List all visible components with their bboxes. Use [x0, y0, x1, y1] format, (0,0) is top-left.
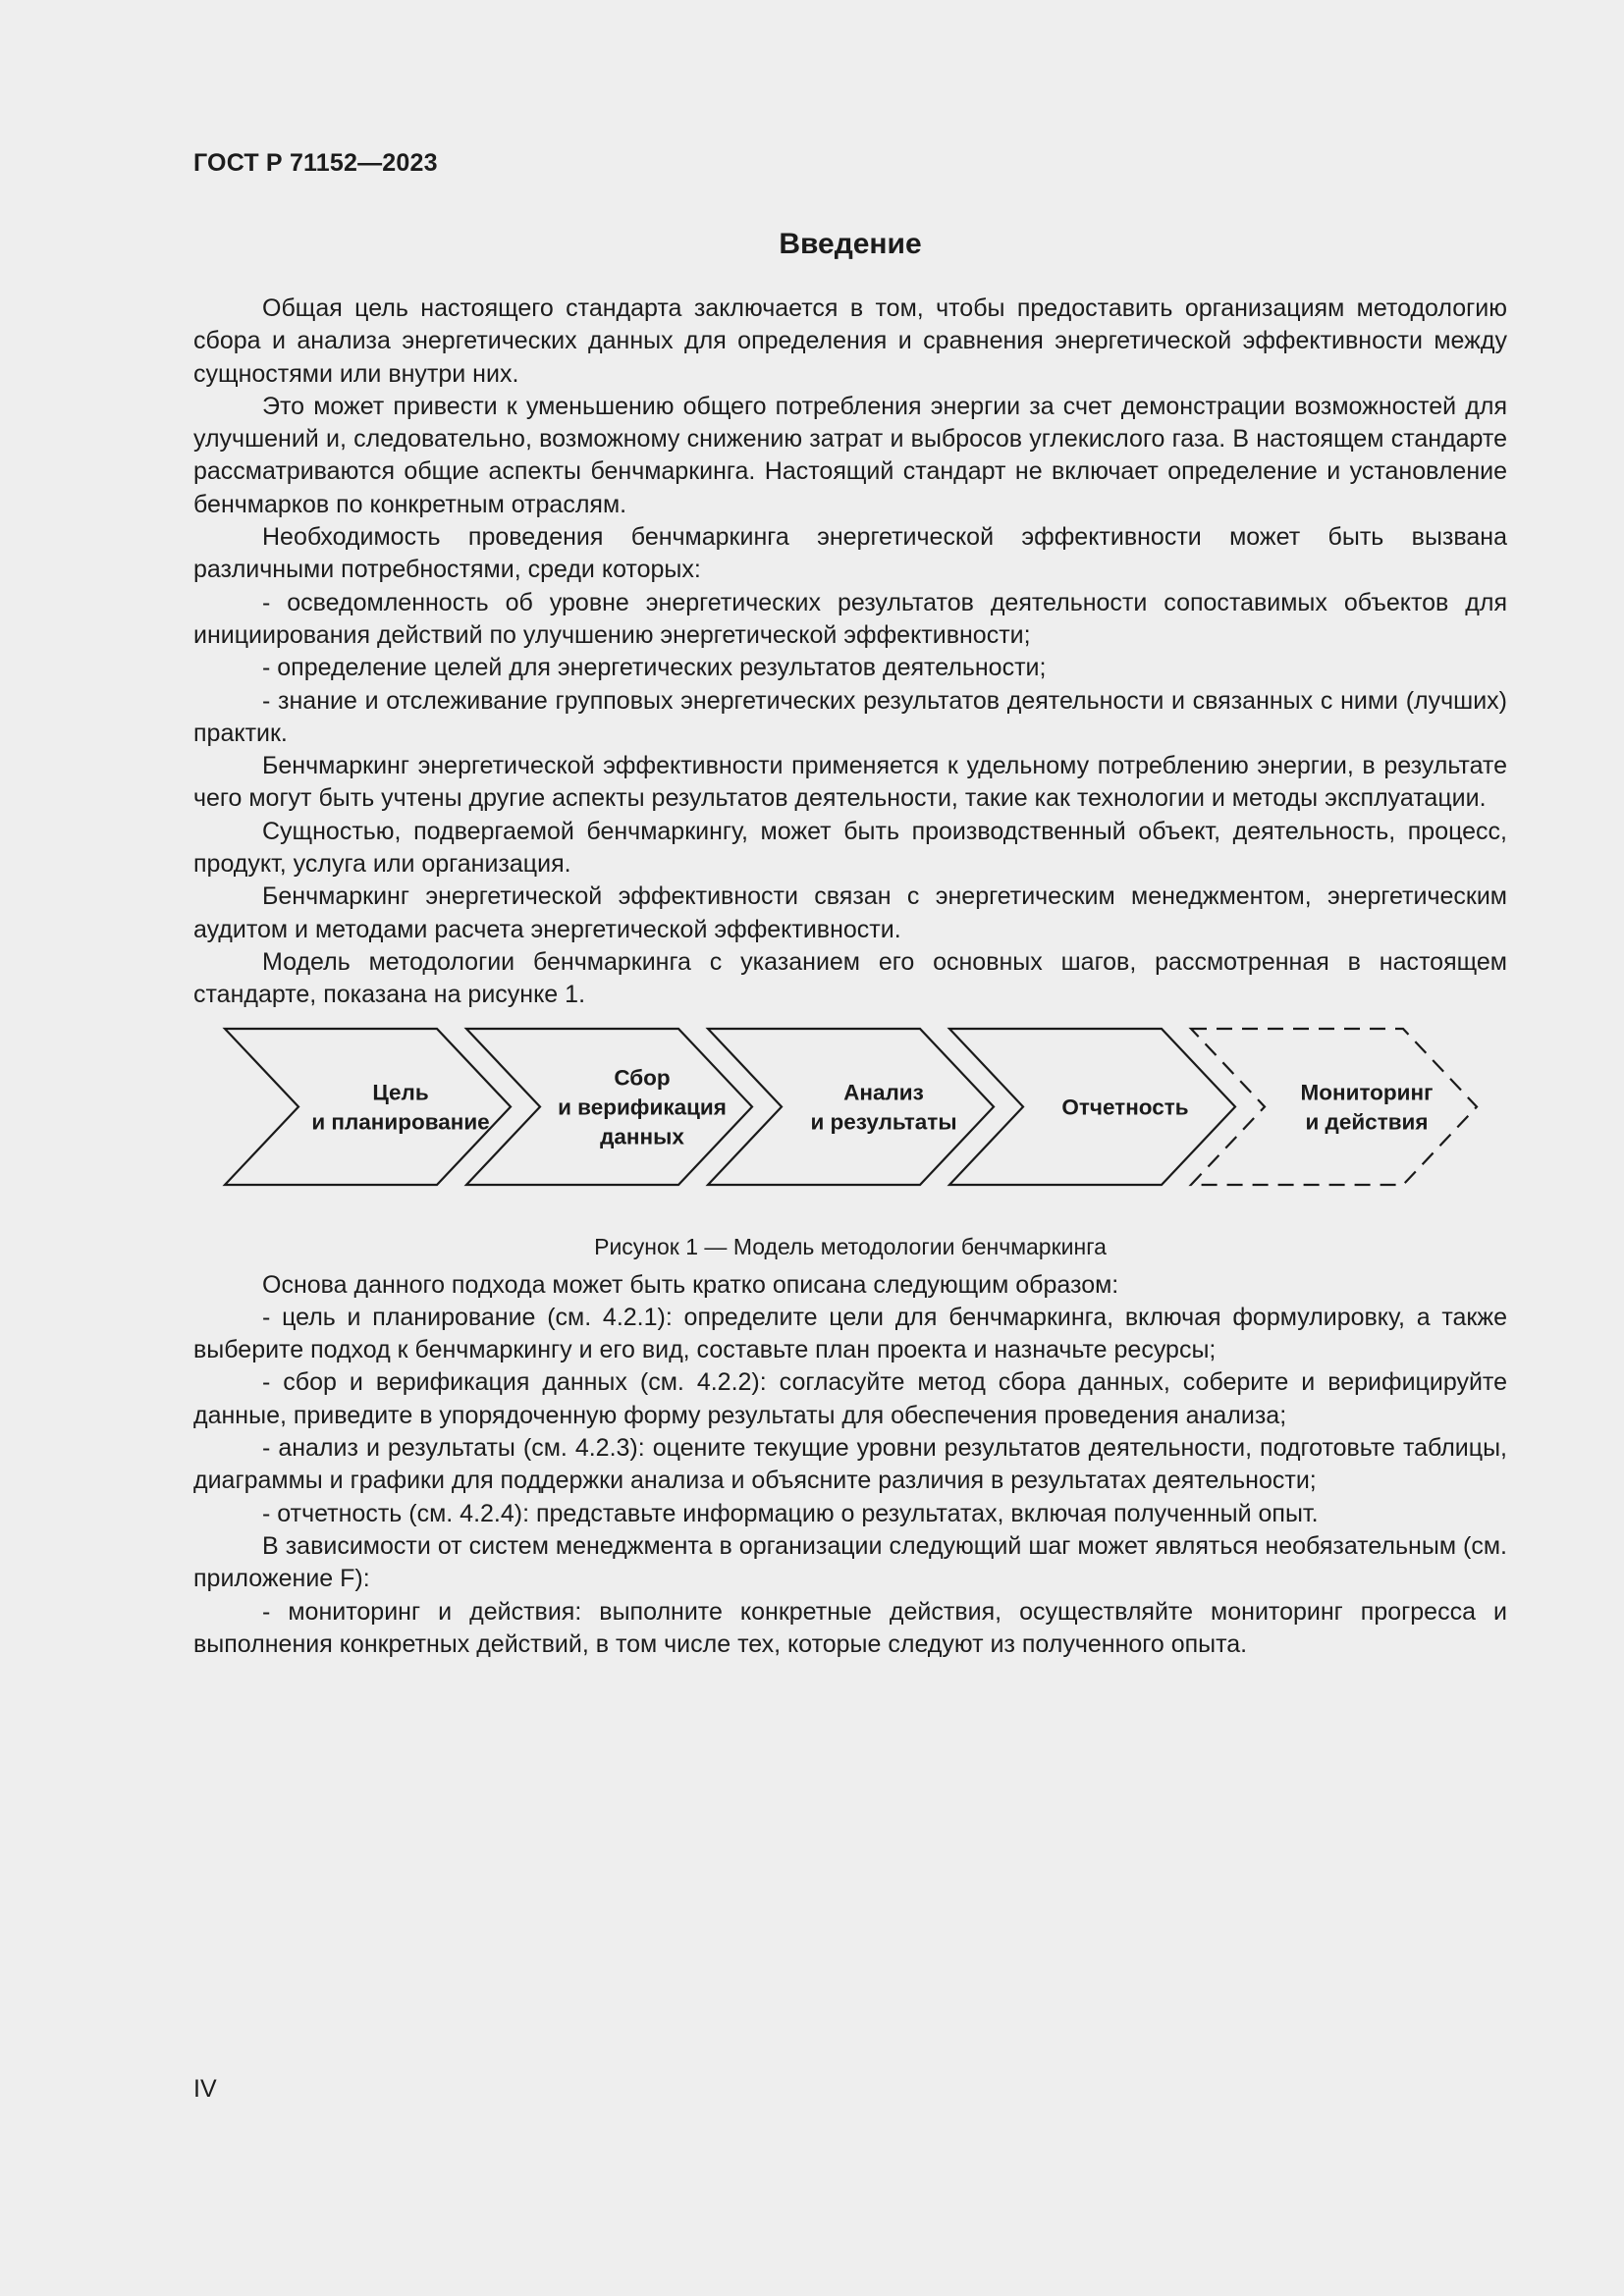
- approach-text: [193, 1269, 1507, 1662]
- paragraph: Это может привести к уменьшению общего потребления энергии за счет демонстрации возможностей для улучшений и, следовательно, возможному снижению затрат и выбросов углекислого газа. В настоящем стандарте рассматриваются общие аспекты бенчмаркинга. Настоящий стандарт не включает определение и установление бенчмарков по конкретным отраслям.: [193, 392, 1507, 518]
- list-item: - мониторинг и действия: выполните конкретные действия, осуществляйте мониторинг прогресса и выполнения конкретных действий, в том числе тех, которые следуют из полученного опыта.: [193, 1597, 1507, 1658]
- list-item: - определение целей для энергетических результатов деятельности;: [262, 654, 1047, 682]
- chevron-step-label: Анализ: [843, 1080, 924, 1105]
- list-item: - осведомленность об уровне энергетических результатов деятельности сопоставимых объектов для инициирования действий по улучшению энергетической эффективности;: [193, 588, 1507, 649]
- chevron-step-shape: [225, 1029, 511, 1185]
- page-content: [193, 222, 1507, 1661]
- paragraph: Бенчмаркинг энергетической эффективности связан с энергетическим менеджментом, энергетическим аудитом и методами расчета энергетической эффективности.: [193, 882, 1507, 943]
- chevron-step-label: и верификация: [558, 1095, 727, 1120]
- chevron-step-label: и планирование: [311, 1109, 490, 1135]
- figure-caption: Рисунок 1 — Модель методологии бенчмаркинга: [594, 1233, 1107, 1259]
- list-item: - анализ и результаты (см. 4.2.3): оцените текущие уровни результатов деятельности, подготовьте таблицы, диаграммы и графики для поддержки анализа и объясните различия в результатах деятельности;: [193, 1434, 1507, 1495]
- methodology-chevron-diagram: [193, 1012, 1507, 1218]
- paragraph: Общая цель настоящего стандарта заключается в том, чтобы предоставить организациям методологию сбора и анализа энергетических данных для определения и сравнения энергетической эффективности между сущностями или внутри них.: [193, 294, 1507, 388]
- paragraph: В зависимости от систем менеджмента в организации следующий шаг может являться необязательным (см. приложение F):: [193, 1531, 1507, 1593]
- chevron-step-label: Сбор: [614, 1065, 671, 1091]
- paragraph: Основа данного подхода может быть кратко описана следующим образом:: [262, 1270, 1119, 1299]
- chevron-step-label: Цель: [372, 1080, 429, 1105]
- chevron-step-label: данных: [600, 1124, 684, 1149]
- paragraph: Сущностью, подвергаемой бенчмаркингу, может быть производственный объект, деятельность, процесс, продукт, услуга или организация.: [193, 817, 1507, 879]
- chevron-step-label: и результаты: [810, 1109, 957, 1135]
- section-title: Введение: [779, 228, 922, 260]
- list-item: - знание и отслеживание групповых энергетических результатов деятельности и связанных с ними (лучших) практик.: [193, 686, 1507, 747]
- list-item: - отчетность (см. 4.2.4): представьте информацию о результатах, включая полученный опыт.: [262, 1499, 1319, 1527]
- methodology-figure: [193, 1012, 1507, 1269]
- paragraph: Необходимость проведения бенчмаркинга энергетической эффективности может быть вызвана различными потребностями, среди которых:: [193, 523, 1507, 584]
- page-number: IV: [193, 2075, 217, 2103]
- chevron-step-label: Мониторинг: [1300, 1080, 1434, 1105]
- chevron-step-label: Отчетность: [1061, 1095, 1189, 1120]
- list-item: - сбор и верификация данных (см. 4.2.2): согласуйте метод сбора данных, соберите и верифицируйте данные, приведите в упорядоченную форму результаты для обеспечения проведения анализа;: [193, 1368, 1507, 1429]
- list-item: - цель и планирование (см. 4.2.1): определите цели для бенчмаркинга, включая формулировку, а также выберите подход к бенчмаркингу и его вид, составьте план проекта и назначьте ресурсы;: [193, 1303, 1507, 1364]
- paragraph: Модель методологии бенчмаркинга с указанием его основных шагов, рассмотренная в настоящем стандарте, показана на рисунке 1.: [193, 947, 1507, 1009]
- chevron-step-label: и действия: [1305, 1109, 1429, 1135]
- document-code-header: ГОСТ Р 71152—2023: [193, 149, 438, 177]
- paragraph: Бенчмаркинг энергетической эффективности применяется к удельному потреблению энергии, в результате чего могут быть учтены другие аспекты результатов деятельности, такие как технологии и методы эксплуатации.: [193, 752, 1507, 813]
- intro-text: [193, 293, 1507, 1012]
